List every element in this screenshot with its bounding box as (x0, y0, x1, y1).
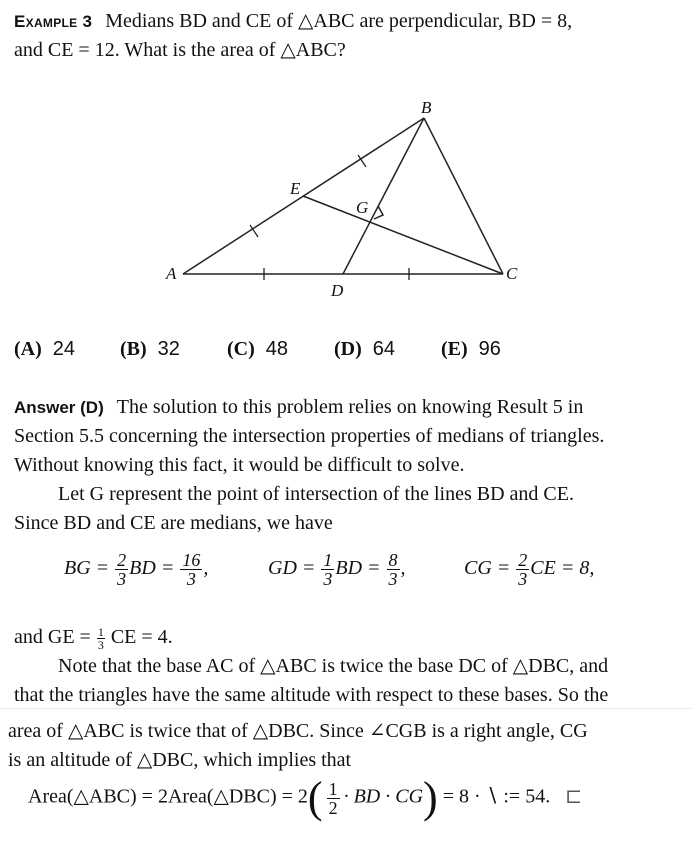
answer-line-3: Without knowing this fact, it would be difficult to solve. (14, 454, 465, 476)
frac-den: 3 (117, 569, 127, 589)
frac-ge (97, 626, 105, 651)
answer-text-1: The solution to this problem relies on knowing Result 5 in (116, 396, 584, 418)
para3-line-3: area of △ABC is twice that of △DBC. Since ∠CGB is a right angle, CG (8, 720, 588, 742)
median-ce (303, 196, 503, 274)
answer-label: Answer (D) (14, 398, 104, 417)
choice-d-letter: (D) (334, 338, 362, 360)
qed-box-icon: ⊏ (565, 785, 583, 808)
frac-den: 3 (186, 569, 196, 589)
final-mid: · BD · CG (343, 785, 424, 808)
paren-close: ) (423, 776, 438, 822)
frac-num: 1 (323, 550, 333, 570)
eq-bg-mid: BD = (129, 557, 175, 580)
answer-line-1 (14, 393, 583, 422)
equation-bg (64, 551, 208, 588)
paren-open: ( (307, 776, 323, 822)
frac-1-3 (321, 551, 334, 588)
ge-post: CE = 4. (110, 626, 173, 648)
label-e: E (290, 179, 301, 198)
frac-den: 3 (97, 637, 104, 652)
eq-cg-lhs: CG = (464, 557, 511, 580)
example-label: Example 3 (14, 12, 93, 31)
final-rhs: = 8 · ∖ := 54. (442, 785, 551, 808)
frac-num: 1 (97, 624, 104, 639)
frac-den: 3 (518, 569, 528, 589)
ge-line (14, 623, 173, 651)
equation-gd (268, 551, 406, 588)
choice-c-value: 48 (265, 338, 289, 360)
frac-num: 16 (182, 550, 201, 570)
choice-e (441, 338, 501, 361)
frac-num: 1 (328, 778, 338, 799)
frac-16-3 (180, 551, 202, 588)
choice-c-letter: (C) (227, 338, 255, 360)
eq-gd-end: , (400, 557, 406, 580)
para2-line-1: Let G represent the point of intersection of the lines BD and CE. (58, 483, 574, 505)
para3-line-4: is an altitude of △DBC, which implies that (8, 749, 352, 771)
choice-b-value: 32 (157, 338, 180, 360)
choice-b (120, 338, 180, 361)
choice-e-letter: (E) (441, 338, 468, 360)
frac-den: 3 (323, 569, 333, 589)
label-d: D (331, 281, 344, 300)
frac-den: 2 (328, 797, 338, 818)
answer-line-2: Section 5.5 concerning the intersection properties of medians of triangles. (14, 425, 605, 447)
choice-a-value: 24 (52, 338, 76, 360)
para2-line-2: Since BD and CE are medians, we have (14, 512, 333, 534)
choice-b-letter: (B) (120, 338, 147, 360)
para3-line-2: that the triangles have the same altitude with respect to these bases. So the (14, 684, 609, 706)
equation-cg (464, 551, 594, 588)
eq-gd-lhs: GD = (268, 557, 316, 580)
problem-line-2: and CE = 12. What is the area of △ABC? (14, 39, 346, 61)
frac-2-3 (115, 551, 128, 588)
frac-8-3 (387, 551, 400, 588)
choice-d (334, 338, 395, 361)
final-equation (28, 776, 582, 852)
ge-pre: and GE = (14, 626, 91, 648)
choice-c (227, 338, 288, 361)
label-b: B (421, 98, 432, 117)
eq-bg-end: , (203, 557, 209, 580)
choice-e-value: 96 (478, 338, 501, 360)
label-a: A (166, 264, 177, 283)
frac-num: 2 (518, 550, 528, 570)
frac-den: 3 (388, 569, 398, 589)
page-seam (0, 708, 691, 709)
frac-2-3-cg (516, 551, 529, 588)
eq-gd-mid: BD = (335, 557, 381, 580)
eq-cg-end: CE = 8, (530, 557, 595, 580)
frac-1-2 (327, 780, 340, 817)
choice-d-value: 64 (372, 338, 396, 360)
side-bc (424, 118, 503, 274)
final-lhs: Area(△ABC) = 2Area(△DBC) = 2 (28, 785, 308, 808)
frac-num: 2 (117, 550, 127, 570)
para3-line-1: Note that the base AC of △ABC is twice the base DC of △DBC, and (58, 655, 609, 677)
choice-a-letter: (A) (14, 338, 42, 360)
label-g: G (356, 198, 369, 217)
median-bd (343, 118, 424, 274)
label-c: C (506, 264, 518, 283)
choice-a (14, 338, 75, 361)
frac-num: 8 (388, 550, 398, 570)
problem-text-1: Medians BD and CE of △ABC are perpendicular, BD = 8, (105, 10, 573, 32)
eq-bg-lhs: BG = (64, 557, 110, 580)
